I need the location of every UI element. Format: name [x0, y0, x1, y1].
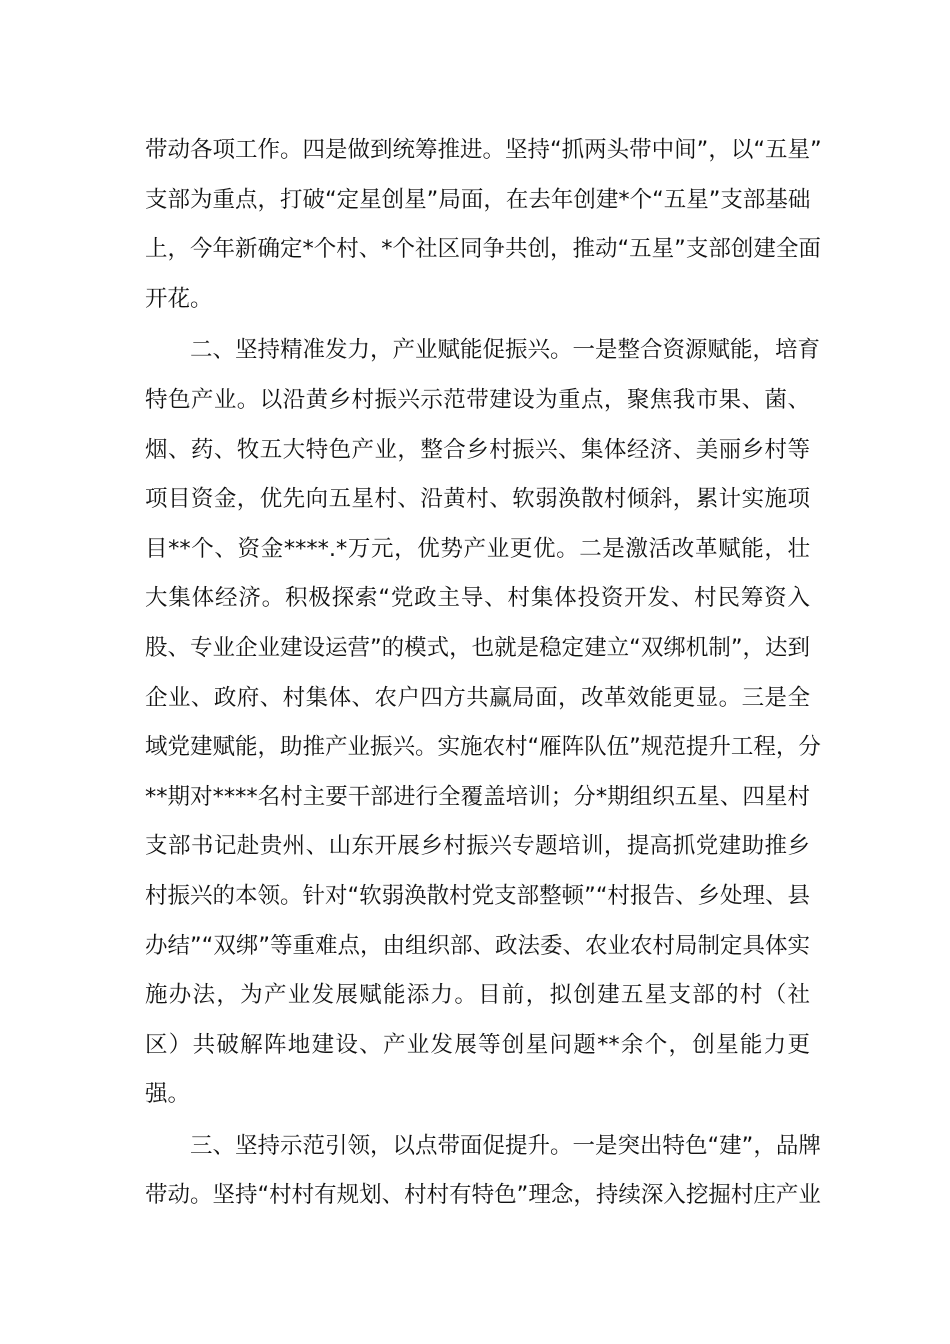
text-line: **期对****名村主要干部进行全覆盖培训；分*期组织五星、四星村 [145, 783, 810, 810]
text-line: 支部书记赴贵州、山东开展乡村振兴专题培训，提高抓党建助推乡 [145, 833, 810, 860]
text-line: 股、专业企业建设运营”的模式，也就是稳定建立“双绑机制”，达到 [145, 634, 810, 661]
text-line: 带动各项工作。四是做到统筹推进。坚持“抓两头带中间”，以“五星” [145, 137, 822, 163]
text-line: 目**个、资金****.*万元，优势产业更优。二是激活改革赋能，壮 [145, 535, 810, 562]
text-line: 带动。坚持“村村有规划、村村有特色”理念，持续深入挖掘村庄产业 [145, 1182, 821, 1209]
document-body [145, 126, 822, 1221]
text-line: 办结”“双绑”等重难点，由组织部、政法委、农业农村局制定具体实 [145, 932, 810, 959]
text-line: 施办法，为产业发展赋能添力。目前，拟创建五星支部的村（社 [145, 982, 810, 1009]
text-line: 开花。 [145, 285, 213, 312]
paragraph-heading-line: 二、坚持精准发力，产业赋能促振兴。一是整合资源赋能，培育 [145, 337, 821, 364]
text-line: 支部为重点，打破“定星创星”局面，在去年创建*个“五星”支部基础 [145, 186, 811, 213]
text-line: 上，今年新确定*个村、*个社区同争共创，推动“五星”支部创建全面 [145, 236, 821, 263]
text-line: 强。 [145, 1081, 191, 1108]
text-line: 企业、政府、村集体、农户四方共赢局面，改革效能更显。三是全 [145, 684, 810, 711]
text-line: 区）共破解阵地建设、产业发展等创星问题**余个，创星能力更 [145, 1031, 810, 1058]
text-line: 村振兴的本领。针对“软弱涣散村党支部整顿”“村报告、乡处理、县 [145, 882, 810, 909]
text-line: 烟、药、牧五大特色产业，整合乡村振兴、集体经济、美丽乡村等 [145, 436, 810, 463]
text-line: 特色产业。以沿黄乡村振兴示范带建设为重点，聚焦我市果、菌、 [145, 386, 810, 413]
text-line: 域党建赋能，助推产业振兴。实施农村“雁阵队伍”规范提升工程，分 [145, 734, 821, 761]
paragraph-heading-line: 三、坚持示范引领，以点带面促提升。一是突出特色“建”，品牌 [145, 1132, 821, 1159]
text-line: 大集体经济。积极探索“党政主导、村集体投资开发、村民筹资入 [145, 585, 810, 612]
text-line: 项目资金，优先向五星村、沿黄村、软弱涣散村倾斜，累计实施项 [145, 486, 810, 513]
